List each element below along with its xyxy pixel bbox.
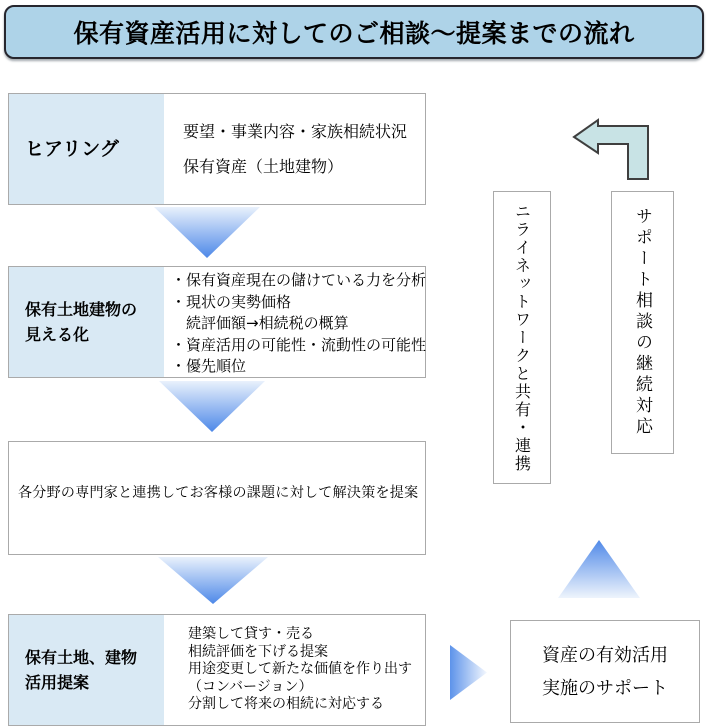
step-solution-box [8,441,426,555]
proposal-line: （コンバージョン） [188,678,313,695]
bullet-item: 続評価額→相続税の概算 [171,314,349,333]
step-visualize-heading: 見える化 [25,325,90,344]
step-hearing-box [8,93,426,205]
page-title [4,5,704,59]
step-hearing-line: 要望・事業内容・家族相続状況 [183,122,408,141]
step-visualize-box [8,266,426,378]
right-arrow-icon [450,645,487,700]
return-arrow-icon [570,114,654,184]
proposal-line: 用途変更して新たな価値を作り出す [188,661,412,678]
up-arrow-icon [558,540,640,598]
step-visualize-heading: 保有土地建物の [25,300,138,319]
result-line: 資産の有効活用 [542,644,668,666]
step-visualize-header-cell [9,267,164,377]
network-share-text: ニライネットワークと共有・連携 [512,202,532,473]
step-hearing-header-cell [9,94,164,204]
down-arrow-icon [154,207,260,258]
step-proposal-heading: 保有土地、建物 [25,648,138,667]
step-hearing-heading: ヒアリング [25,137,119,160]
network-share-box [493,191,551,484]
proposal-line: 相続評価を下げる提案 [188,643,328,660]
step-hearing-body [164,94,407,204]
proposal-line: 分割して将来の相続に対応する [188,696,384,713]
page-title-text: 保有資産活用に対してのご相談～提案までの流れ [73,19,635,48]
down-arrow-icon [159,381,265,432]
step-hearing-line: 保有資産（土地建物） [183,157,344,176]
step-proposal-box [8,614,426,726]
step-solution-text: 各分野の専門家と連携してお客様の課題に対して解決策を提案 [18,485,419,501]
step-visualize-body [164,267,426,377]
bullet-item: ・保有資産現在の儲けている力を分析 [171,271,427,290]
result-box [510,620,700,723]
down-arrow-icon [158,557,268,604]
bullet-item: ・優先順位 [171,357,247,376]
step-proposal-heading: 活用提案 [25,673,90,692]
proposal-line: 建築して貸す・売る [188,626,314,643]
step-proposal-body [164,615,412,725]
result-line: 実施のサポート [542,677,668,699]
bullet-item: ・資産活用の可能性・流動性の可能性 [171,335,427,354]
support-continuity-text: サポート相談の継続対応 [632,207,652,438]
step-proposal-header-cell [9,615,164,725]
support-continuity-box [611,191,674,454]
bullet-item: ・現状の実勢価格 [171,292,292,311]
